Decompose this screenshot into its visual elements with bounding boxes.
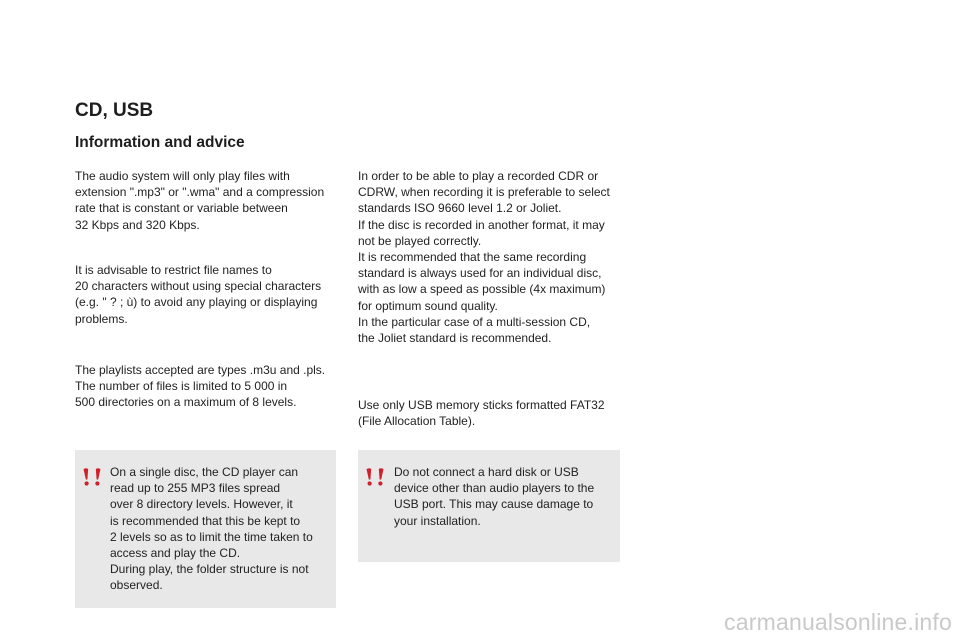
text-line: with as low a speed as possible (4x maximum)	[358, 282, 606, 297]
text-line: In the particular case of a multi-session CD,	[358, 314, 591, 329]
text-line: your installation.	[394, 513, 481, 528]
text-line: over 8 directory levels. However, it	[110, 497, 293, 512]
text-line: device other than audio players to the	[394, 481, 595, 496]
text-line: USB port. This may cause damage to	[394, 497, 594, 512]
text-line: CDRW, when recording it is preferable to select	[358, 185, 610, 200]
warning-text-cd	[110, 464, 313, 594]
warning-box-usb	[358, 450, 620, 562]
text-line: is recommended that this be kept to	[110, 513, 301, 528]
text-line: It is recommended that the same recording	[358, 250, 587, 265]
text-line: read up to 255 MP3 files spread	[110, 481, 281, 496]
text-line: If the disc is recorded in another format, it may	[358, 217, 605, 232]
exclamation-warning-icon	[82, 466, 102, 488]
exclamation-warning-icon	[365, 466, 385, 488]
text-line: Do not connect a hard disk or USB	[394, 465, 579, 479]
text-line: The number of files is limited to 5 000 in	[75, 379, 288, 394]
text-line: The playlists accepted are types .m3u and .pls.	[75, 363, 326, 377]
section-subtitle: Information and advice	[75, 134, 245, 151]
left-paragraph-playlists	[75, 362, 325, 411]
text-line: On a single disc, the CD player can	[110, 465, 299, 479]
text-line: 32 Kbps and 320 Kbps.	[75, 217, 200, 232]
warning-box-cd	[75, 450, 336, 608]
text-line: not be played correctly.	[358, 233, 482, 248]
text-line: access and play the CD.	[110, 546, 241, 561]
text-line: (File Allocation Table).	[358, 414, 476, 429]
watermark-text: carmanualsonline.info	[724, 609, 952, 635]
text-line: It is advisable to restrict file names to	[75, 263, 272, 277]
text-line: problems.	[75, 311, 128, 326]
text-line: During play, the folder structure is not	[110, 562, 309, 577]
left-paragraph-file-names	[75, 262, 321, 327]
text-line: Use only USB memory sticks formatted FAT32	[358, 398, 605, 412]
text-line: for optimum sound quality.	[358, 298, 498, 313]
page-title: CD, USB	[75, 100, 154, 121]
text-line: extension ".mp3" or ".wma" and a compression	[75, 185, 325, 200]
text-line: 20 characters without using special characters	[75, 279, 322, 294]
text-line: (e.g. " ? ; ù) to avoid any playing or displaying	[75, 295, 318, 310]
text-line: observed.	[110, 578, 163, 593]
right-paragraph-usb	[358, 397, 605, 429]
text-line: standard is always used for an individual disc,	[358, 266, 602, 281]
text-line: 500 directories on a maximum of 8 levels.	[75, 395, 297, 410]
left-paragraph-file-formats	[75, 168, 324, 233]
text-line: rate that is constant or variable between	[75, 201, 288, 216]
text-line: In order to be able to play a recorded CDR or	[358, 169, 599, 183]
text-line: the Joliet standard is recommended.	[358, 331, 552, 346]
text-line: standards ISO 9660 level 1.2 or Joliet.	[358, 201, 562, 216]
text-line: The audio system will only play files with	[75, 169, 290, 183]
right-paragraph-cd-recording	[358, 168, 610, 346]
warning-text-usb	[394, 464, 594, 529]
text-line: 2 levels so as to limit the time taken to	[110, 529, 313, 544]
